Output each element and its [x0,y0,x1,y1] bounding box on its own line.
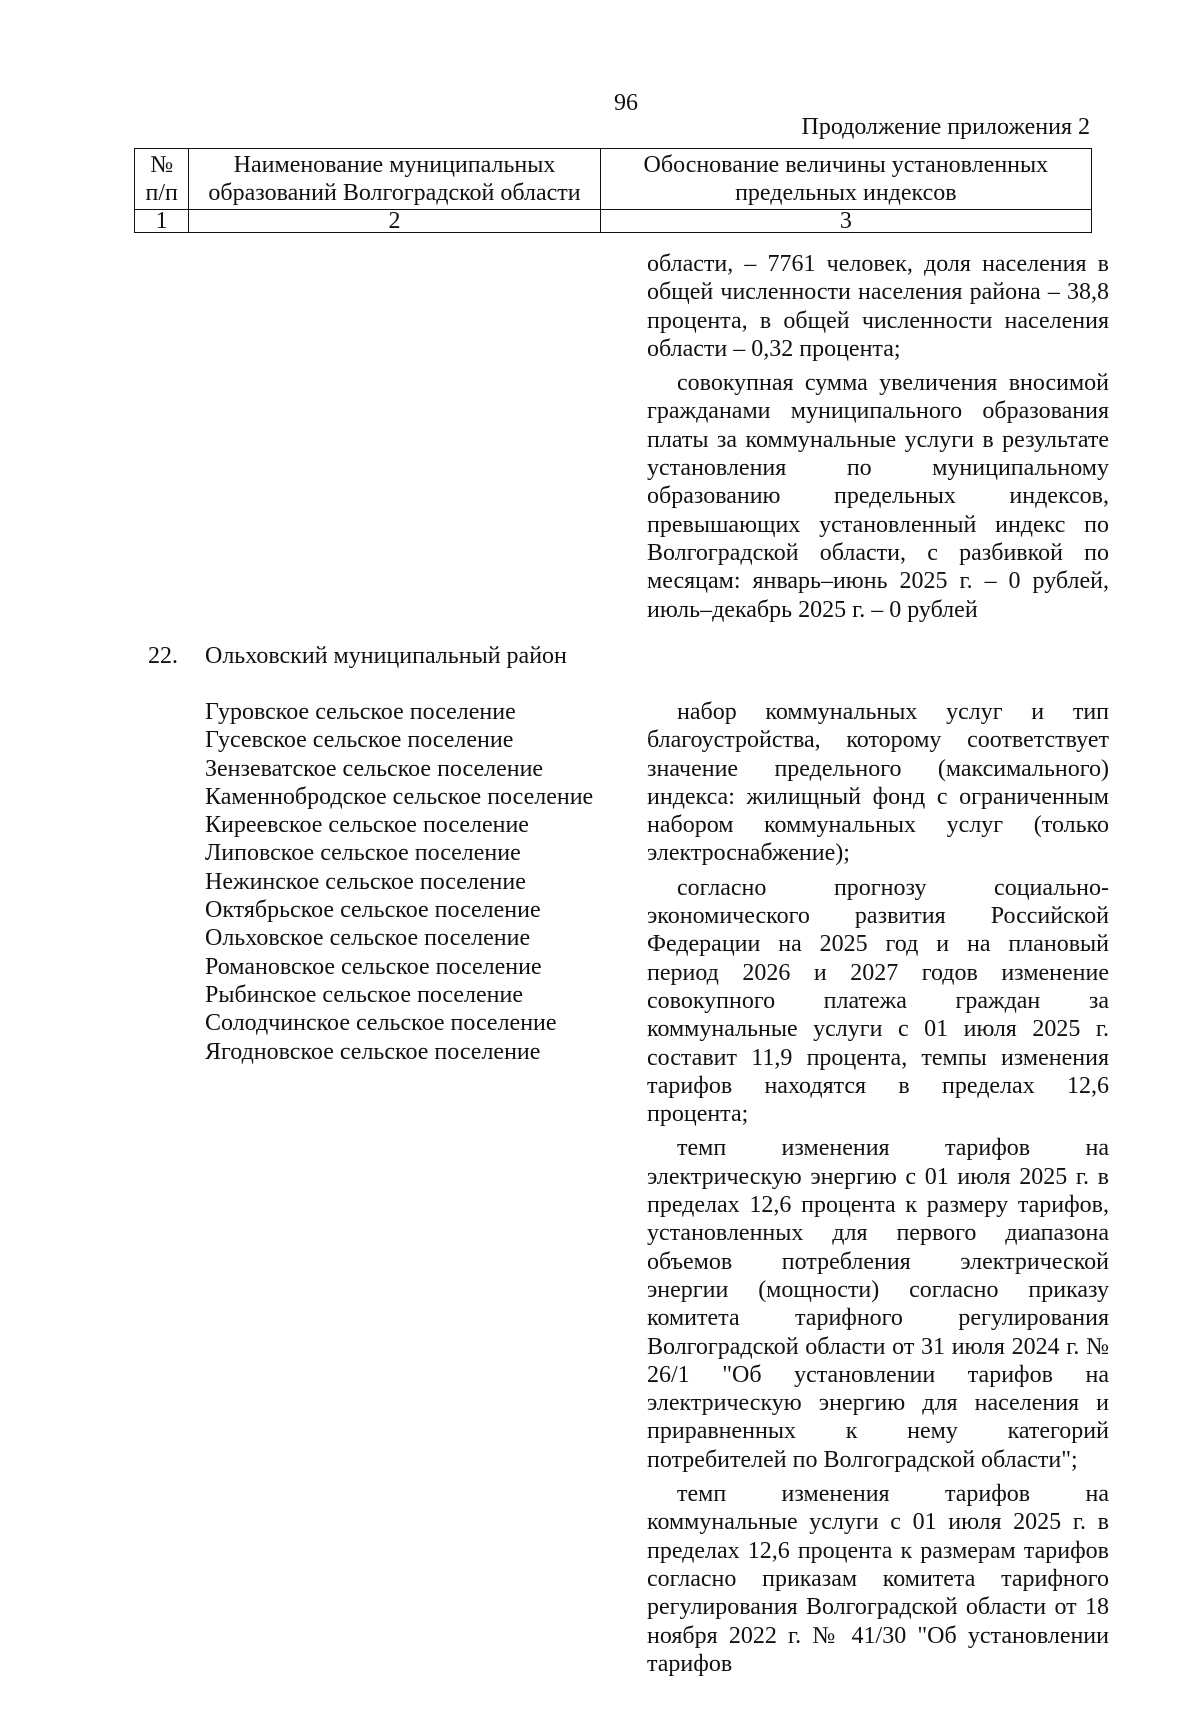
header-table [134,148,1092,233]
settlement-item: Липовское сельское поселение [205,840,521,867]
district-name: Ольховский муниципальный район [205,643,567,669]
column-number-2: 2 [189,210,600,233]
settlement-item: Романовское сельское поселение [205,953,542,980]
header-col-number [135,149,189,210]
settlement-item: Зензеватское сельское поселение [205,755,544,782]
settlement-item: Октябрьское сельское поселение [205,897,541,924]
settlement-item: Солодчинское сельское поселение [205,1010,557,1037]
justification-paragraph: области, – 7761 человек, доля населения в общей численности населения района – 38,8 процента, в общей численности населения области – 0,32 процента; [647,251,1109,362]
justification-paragraph: темп изменения тарифов на коммунальные услуги с 01 июля 2025 г. в пределах 12,6 процента к размерам тарифов согласно приказам комитета тарифного регулирования Волгоградской области от 18 ноября 2022 г. № 41/30 "Об установлении тарифов [647,1481,1109,1677]
header-row [135,149,1092,210]
column-number-1: 1 [135,210,189,233]
page-number: 96 [614,90,638,116]
previous-entry-justification [647,250,1109,624]
header-col-name [189,149,600,210]
settlement-item: Каменнобродское сельское поселение [205,783,594,810]
settlement-item: Рыбинское сельское поселение [205,981,523,1008]
justification-paragraph: темп изменения тарифов на электрическую энергию с 01 июля 2025 г. в пределах 12,6 процента к размеру тарифов, установленных для первого диапазона объемов потребления электрической энергии (мощности) согласно приказу комитета тарифного регулирования Волгоградской области от 31 июля 2024 г. № 26/1 "Об установлении тарифов на электрическую энергию для населения и приравненных к нему категорий потребителей по Волгоградской области"; [647,1135,1109,1473]
header-col-justification [600,149,1091,210]
header-col-number-line1: № [150,152,174,178]
justification-paragraph: согласно прогнозу социально-экономического развития Российской Федерации на 2025 год и на плановый период 2026 и 2027 годов изменение совокупного платежа граждан за коммунальные услуги с 01 июля 2025 г. составит 11,9 процента, темпы изменения тарифов находятся в пределах 12,6 процента; [647,874,1109,1128]
header-col-number-line2: п/п [145,180,178,206]
settlement-item: Ольховское сельское поселение [205,925,531,952]
header-col-justification-line2: предельных индексов [735,180,957,206]
column-number-row [135,210,1092,233]
settlement-item: Нежинское сельское поселение [205,868,526,895]
column-number-3: 3 [600,210,1091,233]
justification-paragraph: совокупная сумма увеличения вносимой гражданами муниципального образования платы за коммунальные услуги в результате установления по муниципальному образованию предельных индексов, превышающих установленный индекс по Волгоградской области, с разбивкой по месяцам: январь–июнь 2025 г. – 0 рублей, июль–декабрь 2025 г. – 0 рублей [647,370,1109,623]
continuation-label: Продолжение приложения 2 [801,114,1090,140]
entry-number: 22. [148,643,178,669]
settlement-item: Гусевское сельское поселение [205,727,514,754]
entry-justification [647,698,1109,1678]
header-col-name-line1: Наименование муниципальных [233,152,556,178]
header-col-name-line2: образований Волгоградской области [208,180,581,206]
settlement-item: Ягодновское сельское поселение [205,1038,541,1065]
settlement-item: Гуровское сельское поселение [205,699,516,725]
justification-paragraph: набор коммунальных услуг и тип благоустройства, которому соответствует значение предельного (максимального) индекса: жилищный фонд с ограниченным набором коммунальных услуг (только электроснабжение); [647,699,1109,867]
header-col-justification-line1: Обоснование величины установленных [643,152,1049,178]
settlement-list [205,698,625,1066]
settlement-item: Киреевское сельское поселение [205,812,529,839]
